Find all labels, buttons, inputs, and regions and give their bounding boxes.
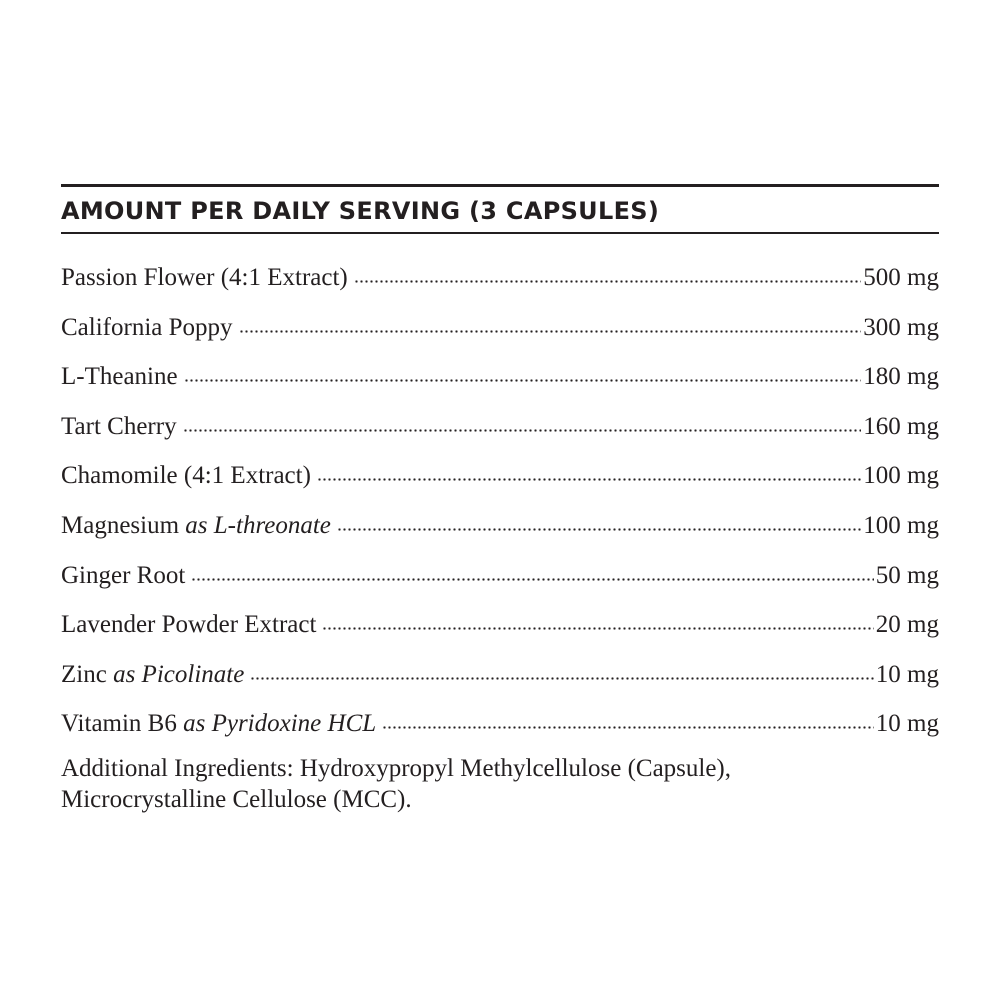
ingredient-row — [61, 461, 939, 511]
ingredient-name: Zinc — [61, 660, 107, 688]
ingredient-row — [61, 511, 939, 561]
dot-leader — [183, 429, 862, 432]
dot-leader — [354, 280, 862, 283]
dot-leader — [184, 379, 862, 382]
ingredient-name-wrap — [61, 362, 184, 392]
dot-leader — [250, 677, 873, 680]
ingredient-row — [61, 561, 939, 611]
ingredient-row — [61, 660, 939, 710]
ingredient-row — [61, 709, 939, 759]
ingredient-qualifier: as L-threonate — [185, 511, 331, 539]
ingredient-amount: 10 mg — [875, 660, 939, 688]
ingredient-name-wrap — [61, 561, 191, 591]
ingredient-amount: 300 mg — [863, 313, 939, 341]
ingredient-name: Vitamin B6 — [61, 710, 177, 738]
dot-leader — [317, 478, 861, 481]
dot-leader — [191, 578, 874, 581]
ingredient-name-wrap — [61, 511, 337, 541]
ingredient-amount: 10 mg — [875, 710, 939, 738]
serving-header: AMOUNT PER DAILY SERVING (3 CAPSULES) — [61, 197, 660, 225]
ingredient-row — [61, 263, 939, 313]
dot-leader — [322, 627, 873, 630]
ingredient-amount: 160 mg — [863, 412, 939, 440]
ingredient-name: Tart Cherry — [61, 412, 177, 440]
dot-leader — [337, 528, 861, 531]
header-rule — [61, 232, 939, 234]
ingredient-amount: 500 mg — [863, 264, 939, 291]
top-rule — [61, 184, 939, 187]
ingredient-name-wrap — [61, 709, 382, 739]
ingredient-name-wrap — [61, 313, 239, 343]
ingredient-amount: 100 mg — [863, 511, 939, 539]
ingredient-name-wrap — [61, 412, 183, 442]
ingredient-name-wrap — [61, 263, 354, 293]
additional-ingredients: Additional Ingredients: Hydroxypropyl Methylcellulose (Capsule), Microcrystalline Cellulose (MCC). — [61, 754, 732, 813]
ingredient-name-wrap — [61, 660, 250, 690]
ingredient-name: Lavender Powder Extract — [61, 611, 317, 639]
ingredient-row — [61, 412, 939, 462]
ingredient-amount: 50 mg — [875, 561, 939, 589]
ingredient-qualifier: as Pyridoxine HCL — [183, 710, 377, 738]
ingredient-name: Magnesium — [61, 511, 180, 539]
ingredient-amount: 20 mg — [875, 611, 939, 639]
ingredient-qualifier: as Picolinate — [113, 660, 245, 688]
ingredient-name-wrap — [61, 610, 322, 640]
ingredient-row — [61, 610, 939, 660]
ingredient-name: Ginger Root — [61, 561, 186, 589]
ingredient-list — [61, 263, 939, 759]
ingredient-row — [61, 362, 939, 412]
ingredient-amount: 180 mg — [863, 363, 939, 391]
ingredient-name: Chamomile (4:1 Extract) — [61, 462, 311, 490]
supplement-facts-panel — [61, 184, 939, 815]
dot-leader — [239, 330, 862, 333]
ingredient-row — [61, 313, 939, 363]
ingredient-name-wrap — [61, 461, 317, 491]
ingredient-name: Passion Flower (4:1 Extract) — [61, 264, 348, 291]
ingredient-amount: 100 mg — [863, 462, 939, 490]
dot-leader — [382, 726, 874, 729]
ingredient-name: California Poppy — [61, 313, 233, 341]
ingredient-name: L-Theanine — [61, 363, 178, 391]
